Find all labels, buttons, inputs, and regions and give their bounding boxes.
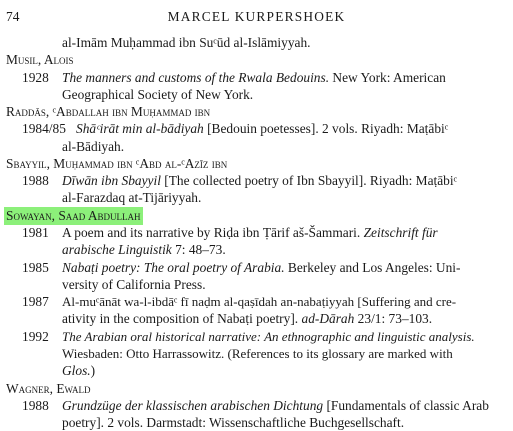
entry-continuation: poetry]. 2 vols. Darmstadt: Wissenschaftliche Buchgesellschaft. [62,415,405,430]
entry-year: 1984/85 [22,121,66,136]
entry-year: 1992 [22,329,49,344]
entry-continuation: Glos.) [62,363,96,378]
entry-continuation: arabische Linguistik 7: 48–73. [62,242,226,257]
entry-continuation: al-Imām Muḥammad ibn Suᶜūd al-Islāmiyyah. [62,35,311,50]
entry-continuation: Geographical Society of New York. [62,87,254,102]
entry-continuation: Wiesbaden: Otto Harrassowitz. (References to its glossary are marked with [62,346,453,361]
entry-text: Grundzüge der klassischen arabischen Dichtung [Fundamentals of classic Arab [62,398,489,413]
entry-continuation: versity of California Press. [62,277,206,292]
entry-text: Al-muᶜānāt wa-l-ibdāᶜ fī naḍm al-qaṣīdah an-nabaṭiyyah [Suffering and cre- [62,294,457,309]
entry-year: 1988 [22,398,49,413]
entry-year: 1981 [22,225,49,240]
entry-text: The Arabian oral historical narrative: An ethnographic and linguistic analysis. [62,329,475,344]
author-heading: Musil, Alois [6,52,74,67]
entry-year: 1928 [22,70,49,85]
entry-text: The manners and customs of the Rwala Bedouins. New York: American [62,70,446,85]
running-title: MARCEL KURPERSHOEK [167,9,346,24]
entry-continuation: ativity in the composition of Nabaṭi poetry]. ad-Dārah 23/1: 73–103. [62,311,433,326]
page-number: 74 [6,9,20,24]
highlight-mark: Sowayan, Saad Abdullah [6,208,141,223]
author-heading-highlighted [6,208,143,224]
author-heading: Wagner, Ewald [6,381,91,396]
entry-year: 1988 [22,173,49,188]
author-heading: Sbayyil, Muḥammad ibn ᶜAbd al-ᶜAzīz ibn [6,156,228,171]
entry-continuation: al-Bādiyah. [62,139,125,154]
entry-continuation: al-Farazdaq at-Tijāriyyah. [62,190,202,205]
entry-year: 1987 [22,294,49,309]
entry-year: 1985 [22,260,49,275]
entry-text: Dīwān ibn Sbayyil [The collected poetry of Ibn Sbayyil]. Riyadh: Maṭābiᶜ [62,173,458,188]
author-heading: Raddās, ᶜAbdallah ibn Muḥammad ibn [6,104,211,119]
entry-text: Shāᶜirāt min al-bādiyah [Bedouin poetesses]. 2 vols. Riyadh: Maṭābiᶜ [76,121,449,136]
entry-text: Nabaṭi poetry: The oral poetry of Arabia. Berkeley and Los Angeles: Uni- [62,260,461,275]
entry-text: A poem and its narrative by Riḍa ibn Ṭārif aš-Šammari. Zeitschrift für [62,225,438,240]
